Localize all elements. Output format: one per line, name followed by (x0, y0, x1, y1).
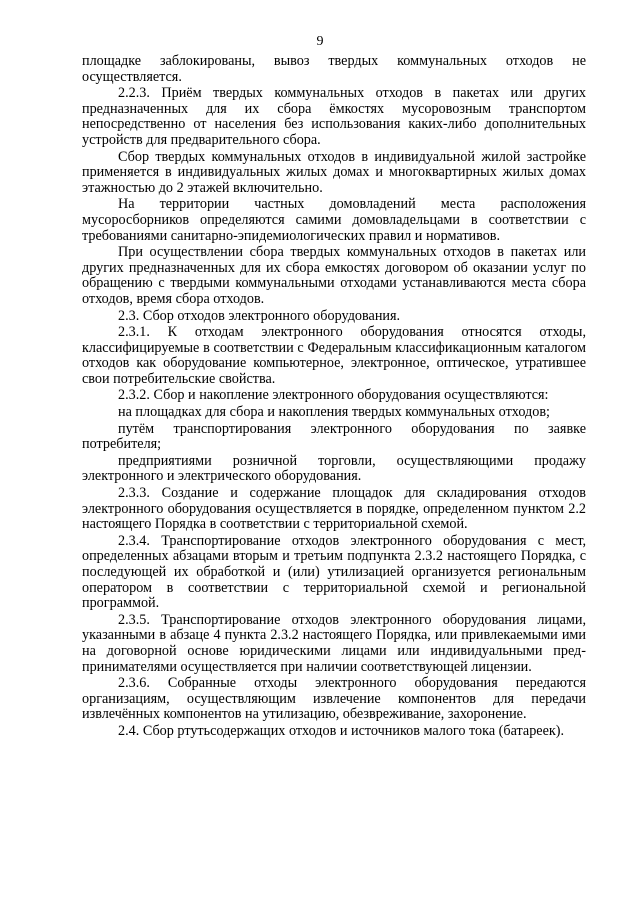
paragraph-private-households: На территории частных домовладений места расположения мусоросборников определяются самими домовладельцами в соответствии с требованиями санитарно-эпидемиологических правил и нормативов. (82, 196, 586, 244)
list-item-retail: предприятиями розничной торговли, осуществляющими продажу электронного и электрического оборудования. (82, 452, 586, 485)
paragraph-individual-housing: Сбор твердых коммунальных отходов в индивидуальной жилой застройке применяется в индивидуальных жилых домах и многоквартирных жилых домах этажностью до 2 этажей включительно. (82, 148, 586, 196)
paragraph-2-3-5: 2.3.5. Транспортирование отходов электронного оборудования лицами, указанными в абзаце 4 пункта 2.3.2 настоящего Порядка, или привлекаемыми ими на договорной основе юридическими лицами или индивидуальными пред-принимателями осуществляется при наличии соответствующей лицензии. (82, 611, 586, 675)
paragraph-2-3-6: 2.3.6. Собранные отходы электронного оборудования передаются организациям, осуществляющим извлечение компонентов для передачи извлечённых компонентов на утилизацию, обезвреживание, захоронение. (82, 675, 586, 723)
section-heading-2-4: 2.4. Сбор ртутьсодержащих отходов и источников малого тока (батареек). (118, 722, 565, 739)
list-item-transport-on-request: путём транспортирования электронного оборудования по заявке потребителя; (82, 420, 586, 453)
paragraph-2-3-3: 2.3.3. Создание и содержание площадок для складирования отходов электронного оборудования осуществляется в порядке, определенном пунктом 2.2 настоящего Порядка в соответствии с территориальной схемой. (82, 485, 586, 533)
paragraph-2-3-1: 2.3.1. К отходам электронного оборудования относятся отходы, классифицируемые в соответствии с Федеральным классификационным каталогом отходов как оборудование компьютерное, электронное, оптическое, утратившее свои потребительские свойства. (82, 324, 586, 387)
paragraph-2-2-3: 2.2.3. Приём твердых коммунальных отходов в пакетах или других предназначенных для их сбора ёмкостях мусоровозным транспортом непосредственно от населения без использования каких-либо дополнительных устройств для предварительного сбора. (82, 85, 586, 148)
document-body (82, 54, 586, 741)
section-heading-2-3: 2.3. Сбор отходов электронного оборудования. (118, 307, 401, 324)
list-item-collection-sites: на площадках для сбора и накопления твердых коммунальных отходов; (118, 404, 550, 421)
paragraph-2-3-4: 2.3.4. Транспортирование отходов электронного оборудования с мест, определенных абзацами вторым и третьим подпункта 2.3.2 настоящего Порядка, с последующей их обработкой и (или) утилизацией организуется региональным оператором в соответствии с территориальной схемой и региональной программой. (82, 532, 586, 612)
paragraph-bag-collection: При осуществлении сбора твердых коммунальных отходов в пакетах или других предназначенных для их сбора емкостях договором об оказании услуг по обращению с твердыми коммунальными отходами устанавливаются места сбора отходов, время сбора отходов. (82, 244, 586, 307)
paragraph-continuation: площадке заблокированы, вывоз твердых коммунальных отходов не осуществляется. (82, 53, 586, 85)
paragraph-2-3-2: 2.3.2. Сбор и накопление электронного оборудования осуществляются: (118, 387, 549, 404)
page-number: 9 (316, 34, 324, 49)
